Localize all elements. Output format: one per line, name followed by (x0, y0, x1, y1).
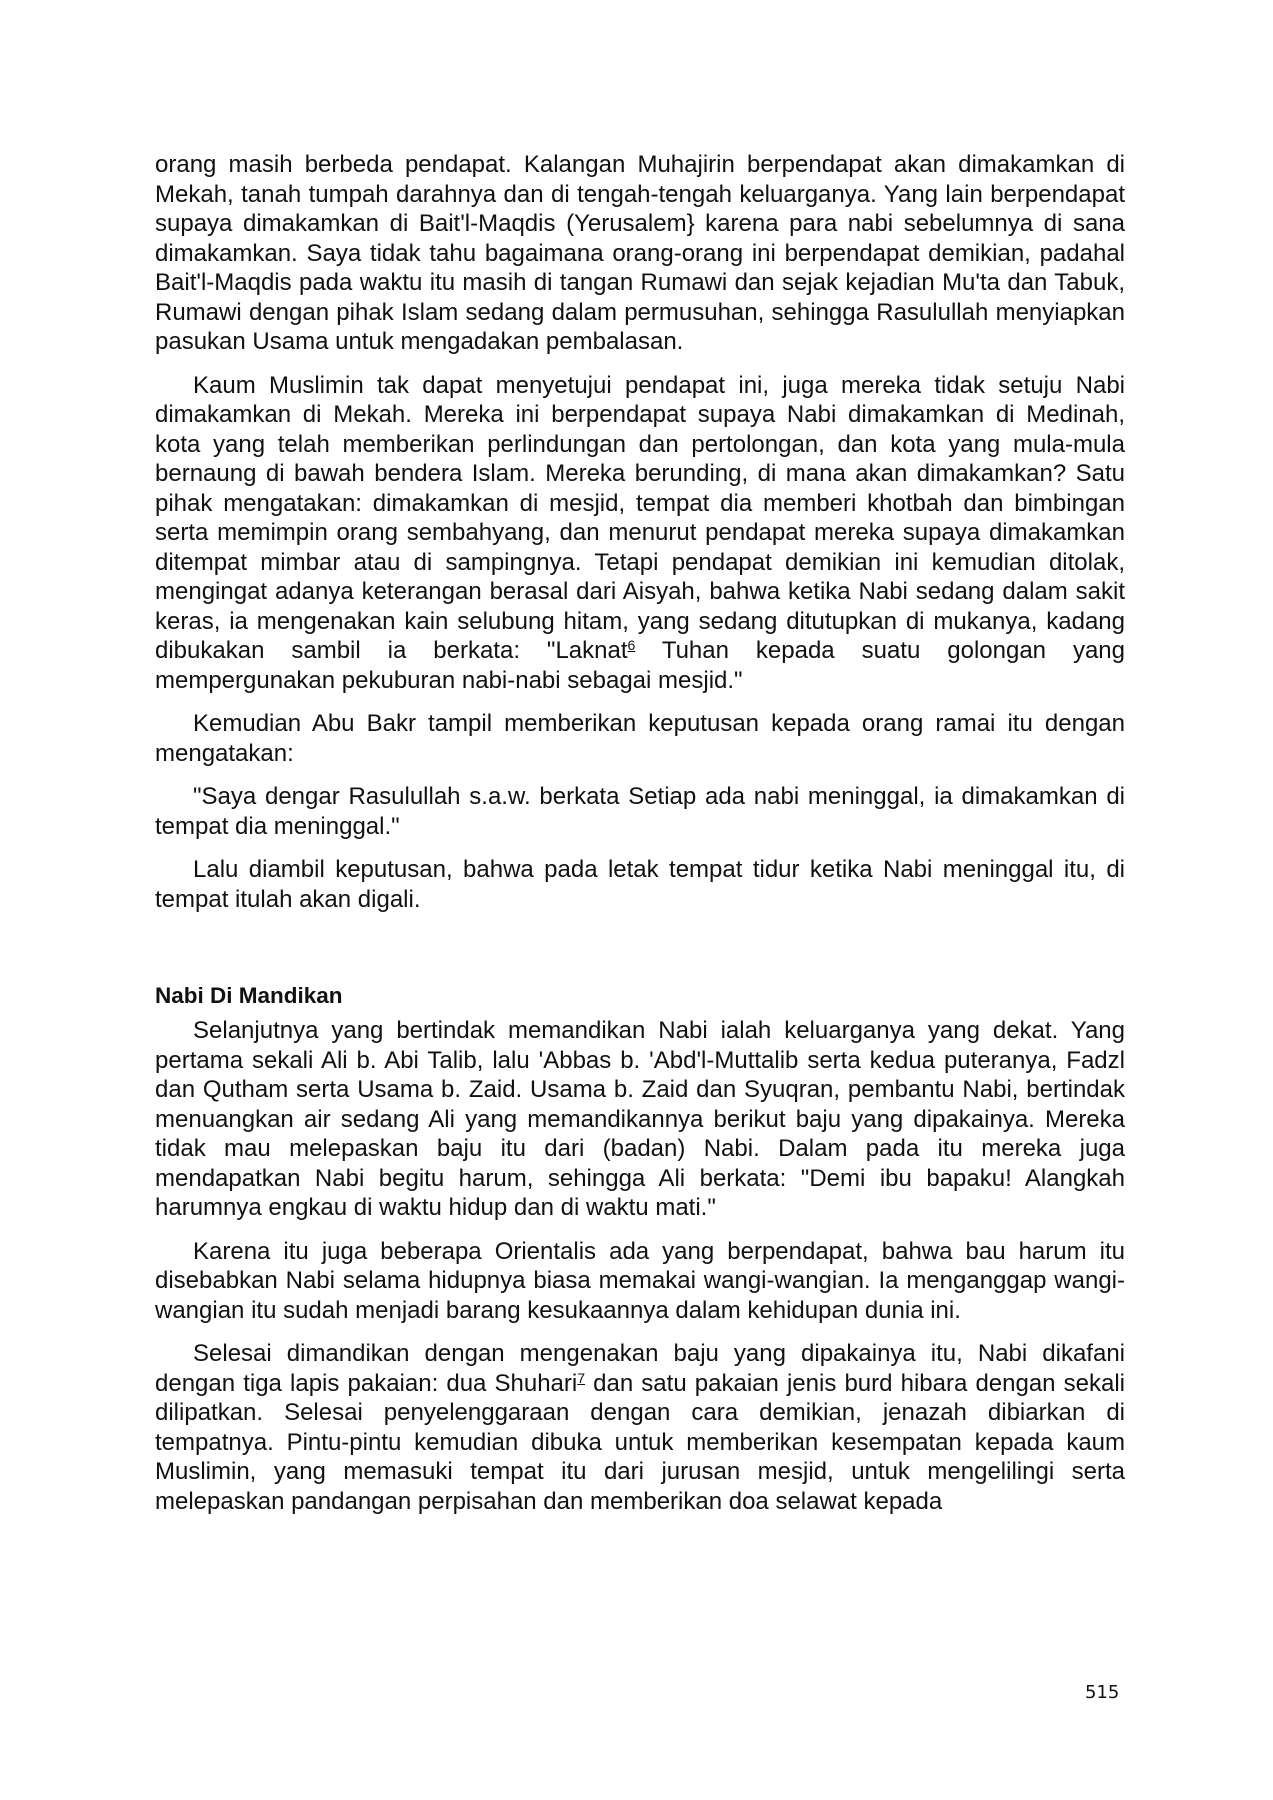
paragraph-muslims-disagree (155, 371, 1125, 696)
paragraph-washing: Selanjutnya yang bertindak memandikan Nabi ialah keluarganya yang dekat. Yang pertama sekali Ali b. Abi Talib, lalu 'Abbas b. 'Abd'l-Muttalib serta kedua puteranya, Fadzl dan Qutham serta Usama b. Zaid. Usama b. Zaid dan Syuqran, pembantu Nabi, bertindak menuangkan air sedang Ali yang memandikannya berikut baju yang dipakainya. Mereka tidak mau melepaskan baju itu dari (badan) Nabi. Dalam pada itu mereka juga mendapatkan Nabi begitu harum, sehingga Ali berkata: "Demi ibu bapaku! Alangkah harumnya engkau di waktu hidup dan di waktu mati." (155, 1017, 1125, 1221)
paragraph-shrouding (155, 1339, 1125, 1516)
paragraph-abu-bakr: Kemudian Abu Bakr tampil memberikan keputusan kepada orang ramai itu dengan mengatakan: (155, 710, 1125, 767)
section-heading: Nabi Di Mandikan (155, 983, 343, 1008)
paragraph-burial-debate: orang masih berbeda pendapat. Kalangan Muhajirin berpendapat akan dimakamkan di Mekah, tanah tumpah darahnya dan di tengah-tengah keluarganya. Yang lain berpendapat supaya dimakamkan di Bait'l-Maqdis (Yerusalem} karena para nabi sebelumnya di sana dimakamkan. Saya tidak tahu bagaimana orang-orang ini berpendapat demikian, padahal Bait'l-Maqdis pada waktu itu masih di tangan Rumawi dan sejak kejadian Mu'ta dan Tabuk, Rumawi dengan pihak Islam sedang dalam permusuhan, sehingga Rasulullah menyiapkan pasukan Usama untuk mengadakan pembalasan. (155, 151, 1125, 355)
paragraph-text: Tuhan kepada suatu golongan yang mempergunakan pekuburan nabi-nabi sebagai mesjid." (155, 637, 1125, 694)
paragraph-decision: Lalu diambil keputusan, bahwa pada letak tempat tidur ketika Nabi meninggal itu, di tempat itulah akan digali. (155, 856, 1125, 913)
paragraph-text: Selesai dimandikan dengan mengenakan baju yang dipakainya itu, Nabi dikafani dengan tiga lapis pakaian: dua Shuhari (155, 1340, 1125, 1397)
footnote-ref-6[interactable]: 6 (627, 637, 636, 653)
paragraph-orientalists: Karena itu juga beberapa Orientalis ada yang berpendapat, bahwa bau harum itu disebabkan Nabi selama hidupnya biasa memakai wangi-wangian. Ia menganggap wangi-wangian itu sudah menjadi barang kesukaannya dalam kehidupan dunia ini. (155, 1237, 1125, 1324)
page-number: 515 (1085, 1682, 1120, 1703)
paragraph-text: dan satu pakaian jenis burd hibara dengan sekali dilipatkan. Selesai penyelenggaraan dengan cara demikian, jenazah dibiarkan di tempatnya. Pintu-pintu kemudian dibuka untuk memberikan kesempatan kepada kaum Muslimin, yang memasuki tempat itu dari jurusan mesjid, untuk mengelilingi serta melepaskan pandangan perpisahan dan memberikan doa selawat kepada (155, 1369, 1126, 1515)
paragraph-text: Kaum Muslimin tak dapat menyetujui pendapat ini, juga mereka tidak setuju Nabi dimakamkan di Mekah. Mereka ini berpendapat supaya Nabi dimakamkan di Medinah, kota yang telah memberikan perlindungan dan pertolongan, dan kota yang mula-mula bernaung di bawah bendera Islam. Mereka berunding, di mana akan dimakamkan? Satu pihak mengatakan: dimakamkan di mesjid, tempat dia memberi khotbah dan bimbingan serta memimpin orang sembahyang, dan menurut pendapat mereka supaya dimakamkan ditempat mimbar atau di sampingnya. Tetapi pendapat demikian ini kemudian ditolak, mengingat adanya keterangan berasal dari Aisyah, bahwa ketika Nabi sedang dalam sakit keras, ia mengenakan kain selubung hitam, yang sedang ditutupkan di mukanya, kadang dibukakan sambil ia berkata: "Laknat (155, 371, 1125, 664)
paragraph-quote: "Saya dengar Rasulullah s.a.w. berkata Setiap ada nabi meninggal, ia dimakamkan di tempat dia meninggal." (155, 783, 1125, 840)
document-page (155, 150, 1125, 1530)
footnote-ref-7[interactable]: 7 (577, 1369, 586, 1386)
